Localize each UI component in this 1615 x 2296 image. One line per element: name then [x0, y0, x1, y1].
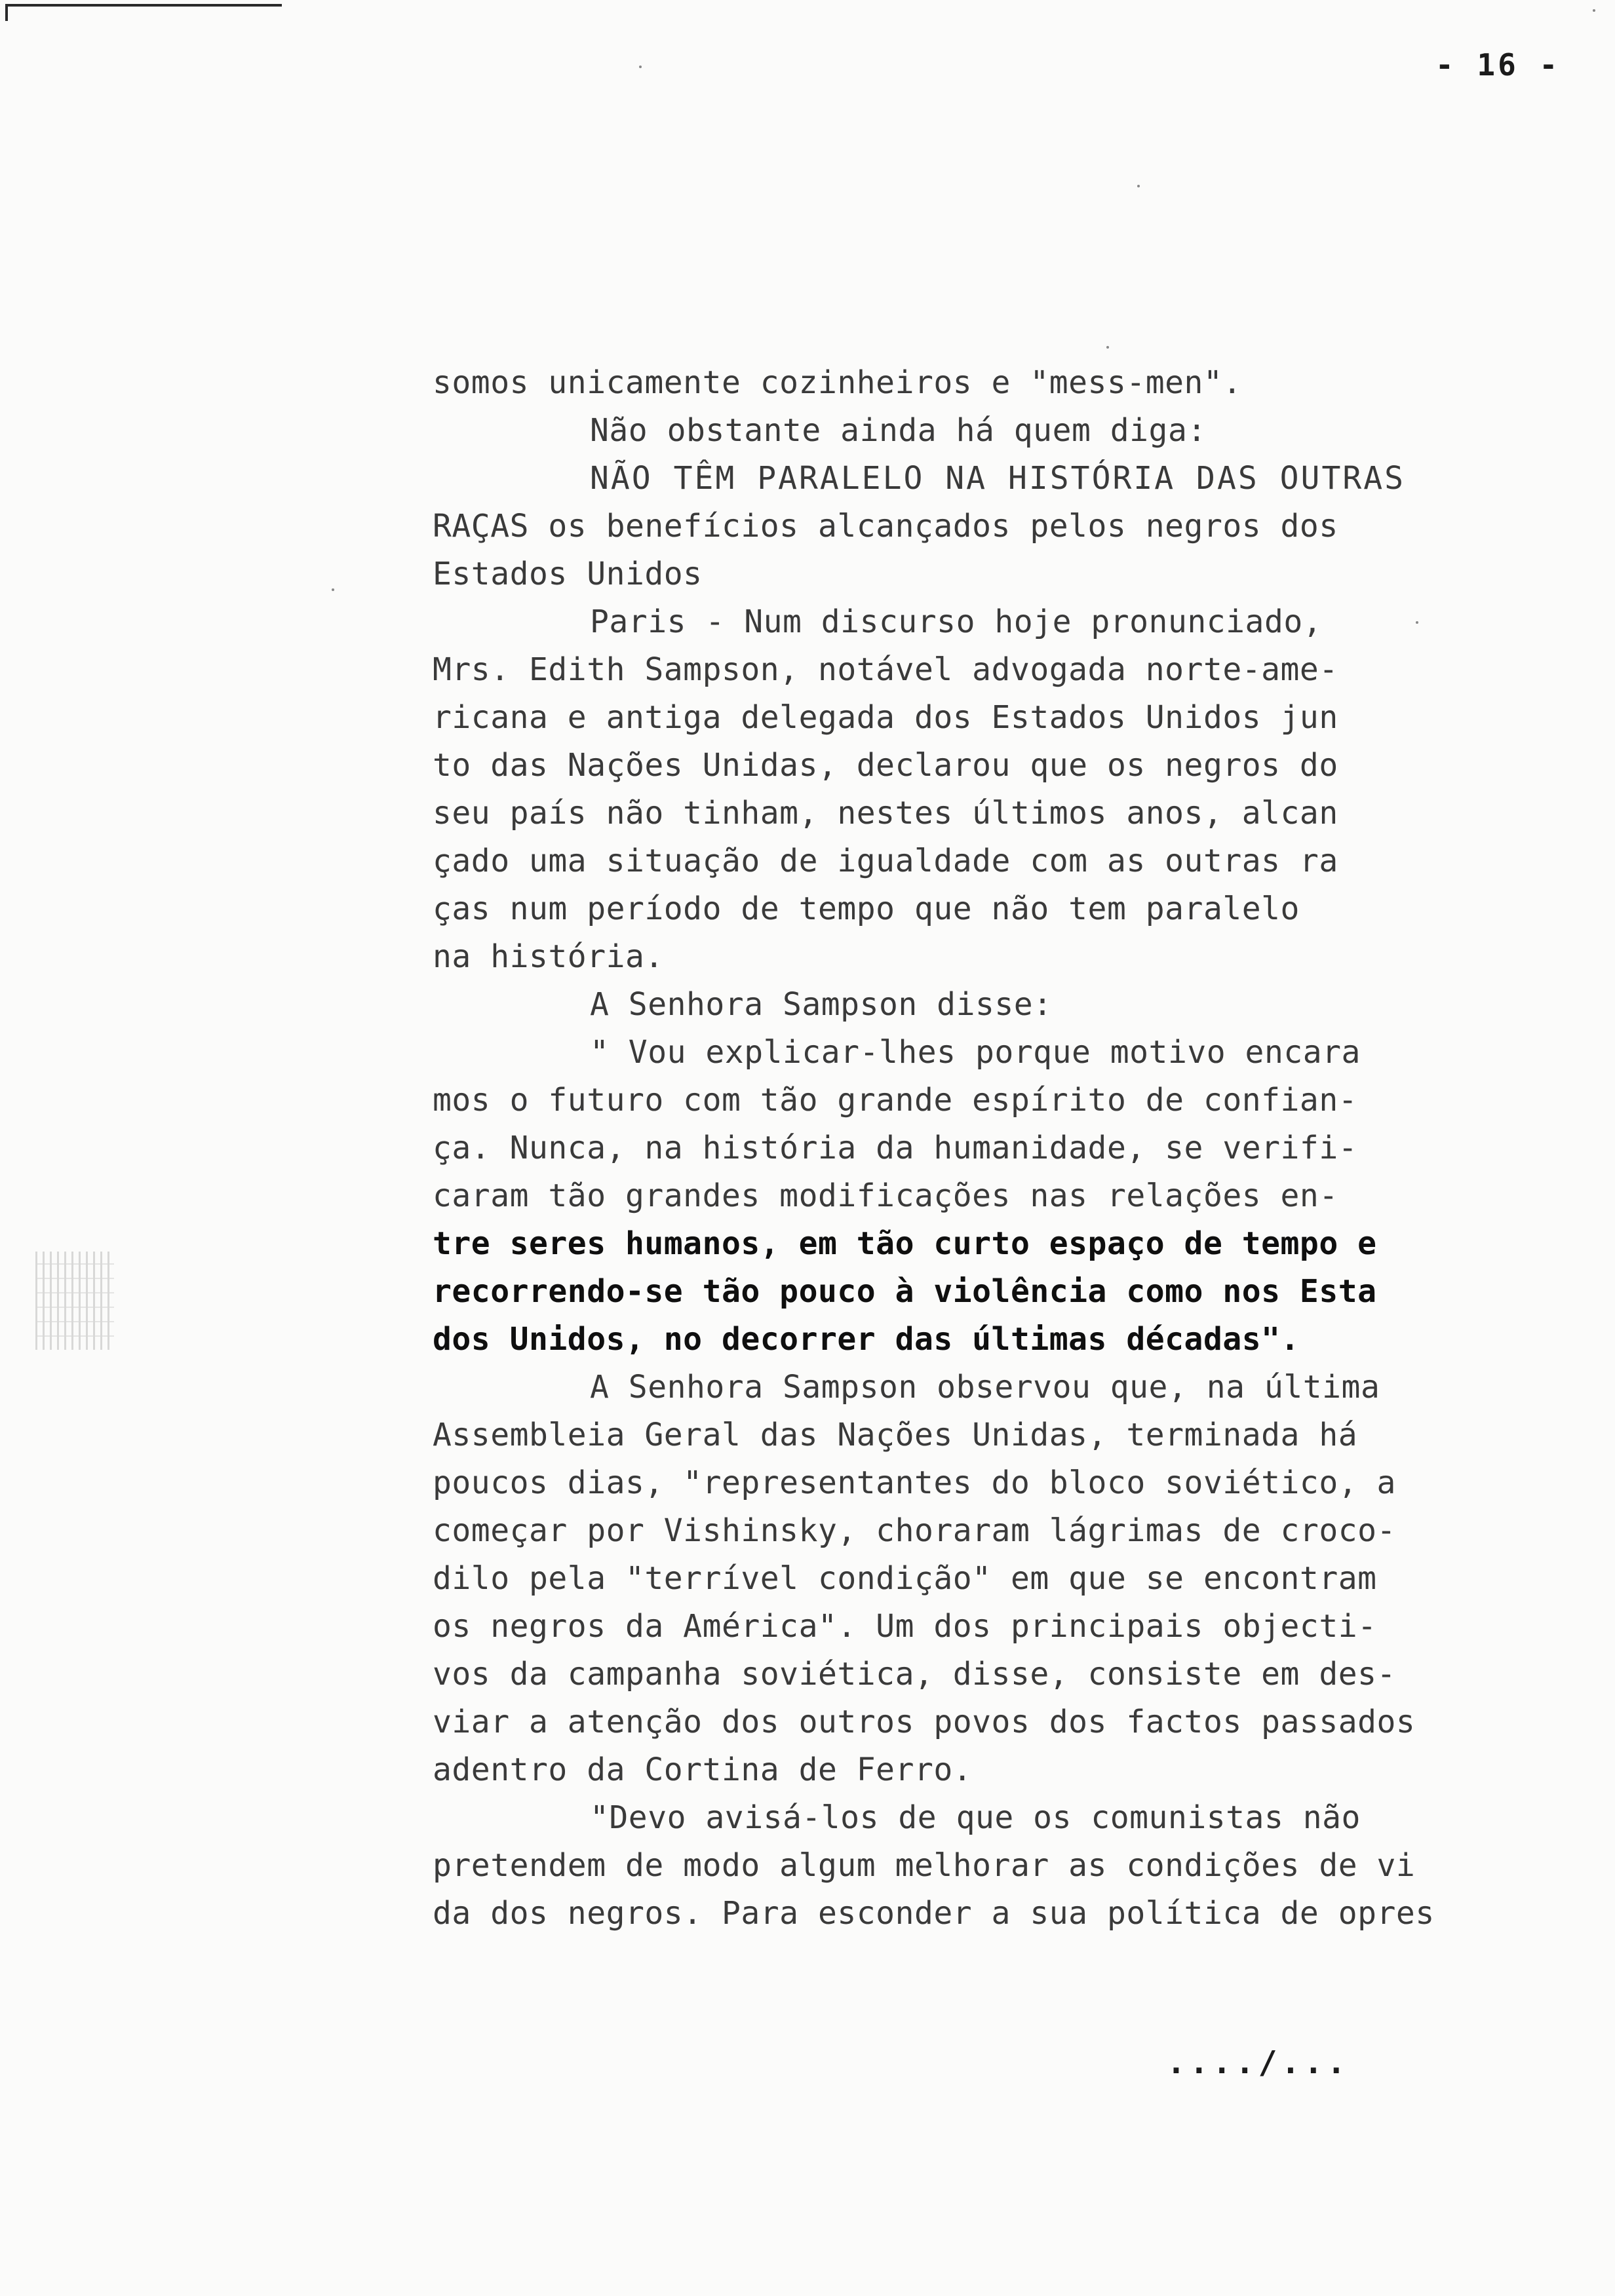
scan-speck	[332, 588, 334, 591]
text-line: recorrendo-se tão pouco à violência como nos Esta	[433, 1273, 1377, 1310]
text-line: começar por Vishinsky, choraram lágrimas de croco-	[433, 1512, 1396, 1549]
continuation-marker: ..../...	[1167, 2044, 1350, 2081]
text-line: Assembleia Geral das Nações Unidas, terminada há	[433, 1417, 1358, 1453]
text-line: ricana e antiga delegada dos Estados Unidos jun	[433, 699, 1338, 736]
text-line: caram tão grandes modificações nas relações en-	[433, 1177, 1338, 1214]
scan-smudge	[35, 1252, 114, 1350]
text-line: dos Unidos, no decorrer das últimas décadas".	[433, 1321, 1300, 1358]
text-line: Mrs. Edith Sampson, notável advogada norte-ame-	[433, 651, 1338, 688]
scan-speck	[1106, 346, 1109, 349]
scan-speck	[1593, 9, 1595, 12]
text-line: " Vou explicar-lhes porque motivo encara	[590, 1034, 1361, 1071]
text-line: seu país não tinham, nestes últimos anos, alcan	[433, 795, 1338, 832]
text-line: somos unicamente cozinheiros e "mess-men".	[433, 364, 1242, 401]
text-line: NÃO TÊM PARALELO NA HISTÓRIA DAS OUTRAS	[590, 460, 1406, 497]
text-line: mos o futuro com tão grande espírito de confian-	[433, 1082, 1358, 1119]
scan-speck	[639, 66, 642, 68]
document-body	[433, 359, 1494, 1938]
text-line: viar a atenção dos outros povos dos factos passados	[433, 1704, 1416, 1740]
text-line: to das Nações Unidas, declarou que os negros do	[433, 747, 1338, 784]
text-line: A Senhora Sampson observou que, na última	[590, 1369, 1380, 1406]
text-line: çado uma situação de igualdade com as outras ra	[433, 843, 1338, 879]
text-line: pretendem de modo algum melhorar as condições de vi	[433, 1847, 1416, 1884]
scan-speck	[1137, 185, 1140, 187]
text-line: Estados Unidos	[433, 556, 703, 592]
text-line: adentro da Cortina de Ferro.	[433, 1751, 973, 1788]
text-line: RAÇAS os benefícios alcançados pelos negros dos	[433, 508, 1338, 545]
text-line: Não obstante ainda há quem diga:	[590, 412, 1207, 449]
text-line: ça. Nunca, na história da humanidade, se verifi-	[433, 1130, 1358, 1166]
scan-border-top	[7, 4, 282, 7]
text-line: na história.	[433, 938, 664, 975]
text-line: tre seres humanos, em tão curto espaço de tempo e	[433, 1225, 1377, 1262]
text-line: Paris - Num discurso hoje pronunciado,	[590, 603, 1323, 640]
text-line: vos da campanha soviética, disse, consiste em des-	[433, 1656, 1396, 1693]
text-line: da dos negros. Para esconder a sua política de opres	[433, 1895, 1435, 1932]
text-line: ças num período de tempo que não tem paralelo	[433, 890, 1300, 927]
text-line: os negros da América". Um dos principais objecti-	[433, 1608, 1377, 1645]
scan-border-left	[5, 4, 8, 21]
text-line: dilo pela "terrível condição" em que se encontram	[433, 1560, 1377, 1597]
text-line: A Senhora Sampson disse:	[590, 986, 1053, 1023]
text-line: "Devo avisá-los de que os comunistas não	[590, 1799, 1361, 1836]
page-number: - 16 -	[1435, 47, 1561, 83]
text-line: poucos dias, "representantes do bloco soviético, a	[433, 1464, 1396, 1501]
